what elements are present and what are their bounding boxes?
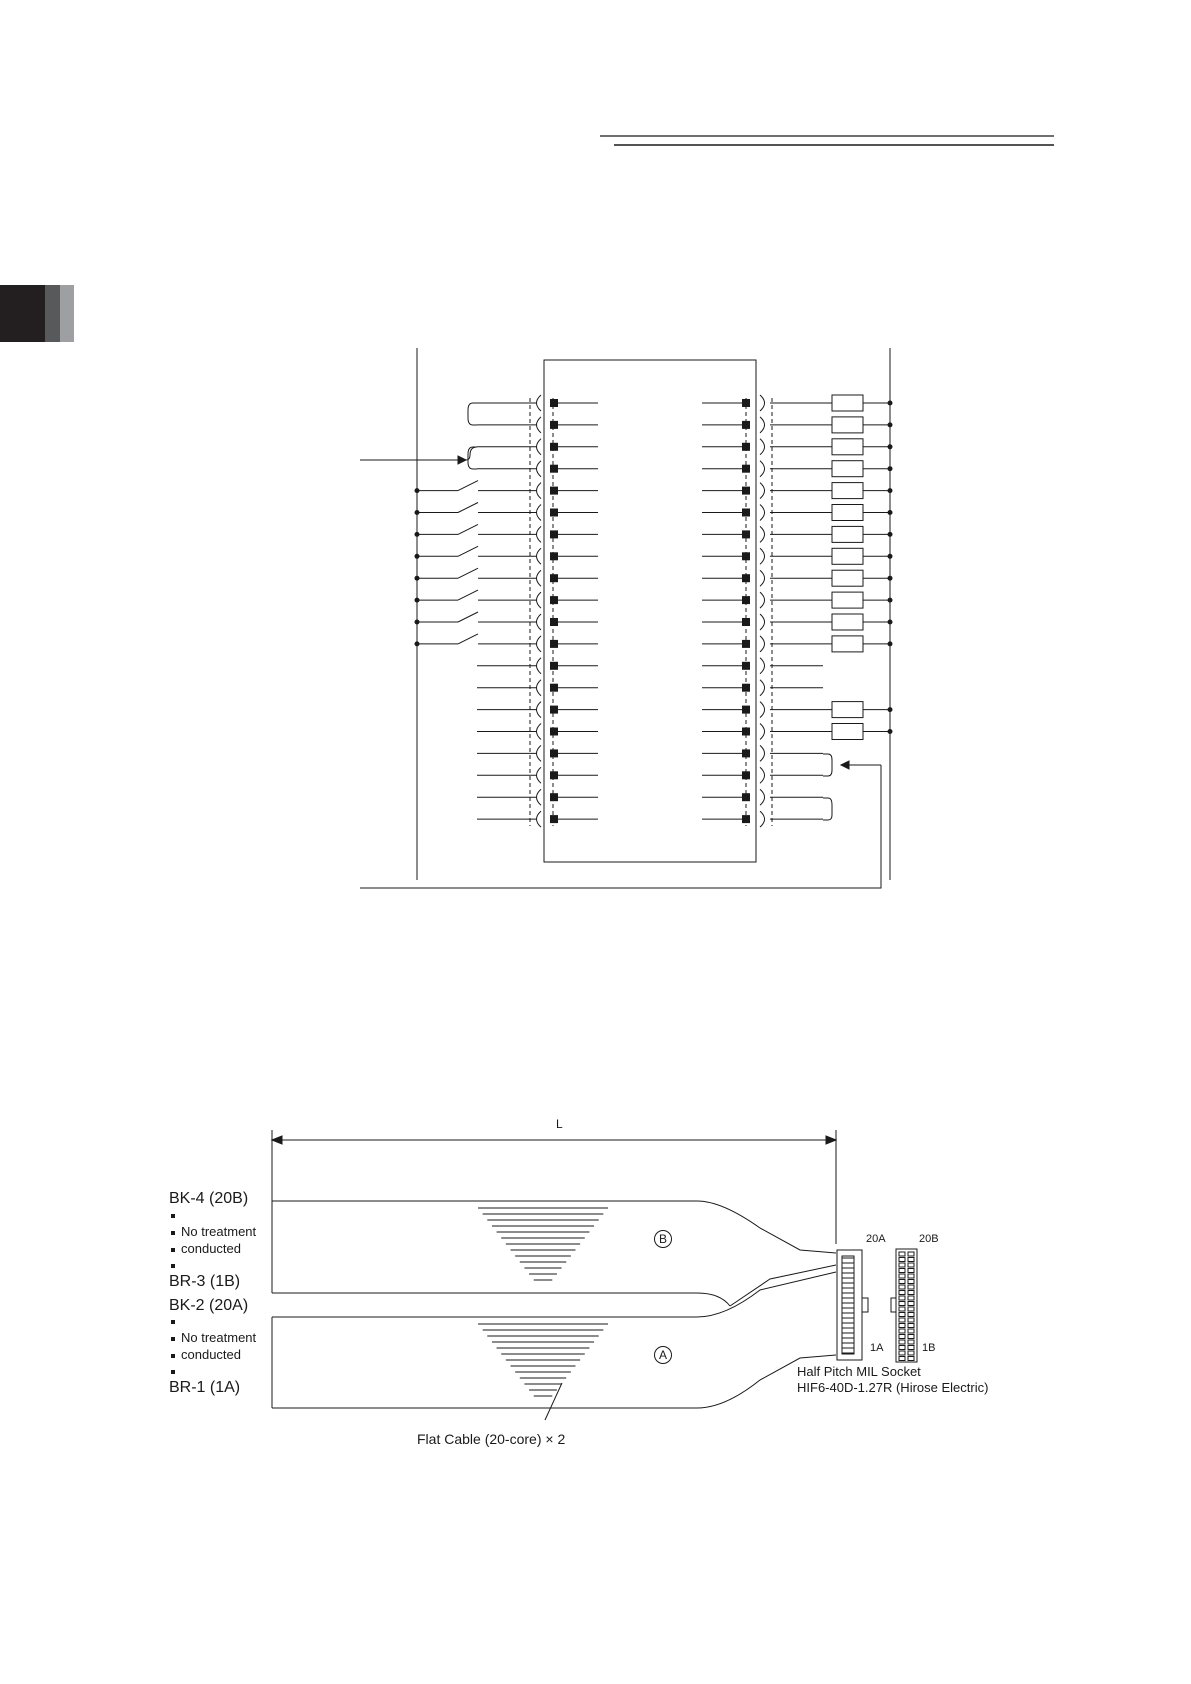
arrow-head-right-bracket bbox=[841, 761, 849, 769]
load-resistor bbox=[832, 505, 863, 521]
connector-socket-b bbox=[908, 1318, 914, 1322]
rail-junction-dot bbox=[888, 598, 892, 602]
connector-socket-a bbox=[899, 1263, 905, 1267]
right-pin-terminal bbox=[742, 530, 750, 538]
rail-junction-dot bbox=[888, 708, 892, 712]
label-no-treatment-b: No treatment bbox=[181, 1224, 257, 1239]
left-pin-socket bbox=[537, 745, 542, 761]
load-resistor bbox=[832, 636, 863, 652]
flat-cable-b-bottom bbox=[272, 1293, 730, 1306]
right-pin-socket bbox=[760, 461, 765, 477]
connector-socket-b bbox=[908, 1340, 914, 1344]
rail-junction-dot bbox=[888, 423, 892, 427]
switch-contact bbox=[458, 481, 478, 491]
connector-socket-b bbox=[908, 1280, 914, 1284]
connector-socket-a bbox=[899, 1346, 905, 1350]
connector-pin-row bbox=[842, 1256, 854, 1354]
right-pin-socket bbox=[760, 658, 765, 674]
rail-junction-dot bbox=[888, 401, 892, 405]
connector-socket-b bbox=[908, 1258, 914, 1262]
label-br1: BR-1 (1A) bbox=[169, 1379, 241, 1396]
left-pin-socket bbox=[537, 636, 542, 652]
label-no-treatment-a: No treatment bbox=[181, 1330, 257, 1345]
left-pin-socket bbox=[537, 614, 542, 630]
left-pin-socket bbox=[537, 439, 542, 455]
rail-junction-dot bbox=[888, 532, 892, 536]
left-pin-socket bbox=[537, 461, 542, 477]
bullet bbox=[171, 1231, 175, 1235]
connector-key bbox=[891, 1298, 896, 1312]
connector-latch bbox=[862, 1298, 868, 1312]
left-pin-terminal bbox=[550, 530, 558, 538]
dimension-label-l: L bbox=[556, 1117, 563, 1131]
connector-socket-b bbox=[908, 1335, 914, 1339]
pin-label-1a: 1A bbox=[870, 1342, 884, 1354]
label-conducted-b: conducted bbox=[181, 1241, 241, 1256]
load-resistor bbox=[832, 483, 863, 499]
load-resistor bbox=[832, 614, 863, 630]
right-pin-socket bbox=[760, 614, 765, 630]
connector-socket-a bbox=[899, 1329, 905, 1333]
dimension-arrow-left bbox=[272, 1136, 282, 1144]
right-pin-terminal bbox=[742, 618, 750, 626]
pin-label-20b: 20B bbox=[919, 1233, 939, 1245]
right-pin-socket bbox=[760, 526, 765, 542]
left-pin-terminal bbox=[550, 443, 558, 451]
right-pin-terminal bbox=[742, 749, 750, 757]
connector-socket-b bbox=[908, 1329, 914, 1333]
connector-socket-b bbox=[908, 1313, 914, 1317]
connector-socket-b bbox=[908, 1252, 914, 1256]
left-pin-terminal bbox=[550, 640, 558, 648]
bullet bbox=[171, 1370, 175, 1374]
wiring-schematic bbox=[360, 348, 892, 888]
rail-junction-dot bbox=[415, 620, 419, 624]
connector-socket-a bbox=[899, 1269, 905, 1273]
switch-contact bbox=[458, 503, 478, 513]
connector-socket-b bbox=[908, 1302, 914, 1306]
left-pin-socket bbox=[537, 658, 542, 674]
left-pin-terminal bbox=[550, 749, 558, 757]
connector-socket-a bbox=[899, 1324, 905, 1328]
pin-label-20a: 20A bbox=[866, 1233, 886, 1245]
right-pin-socket bbox=[760, 789, 765, 805]
io-unit-body bbox=[544, 360, 756, 862]
right-bracket-bottom bbox=[823, 798, 832, 820]
connector-socket-b bbox=[908, 1351, 914, 1355]
left-pin-socket bbox=[537, 505, 542, 521]
label-bk4: BK-4 (20B) bbox=[169, 1190, 249, 1207]
connector-socket-a bbox=[899, 1252, 905, 1256]
rail-junction-dot bbox=[415, 598, 419, 602]
load-resistor bbox=[832, 439, 863, 455]
cable-b-marker: B bbox=[654, 1230, 672, 1248]
rail-junction-dot bbox=[888, 445, 892, 449]
connector-socket-a bbox=[899, 1302, 905, 1306]
right-pin-terminal bbox=[742, 421, 750, 429]
connector-socket-a bbox=[899, 1291, 905, 1295]
rail-junction-dot bbox=[888, 730, 892, 734]
rail-junction-dot bbox=[888, 554, 892, 558]
right-pin-socket bbox=[760, 680, 765, 696]
right-bracket-mid bbox=[823, 754, 832, 776]
load-resistor bbox=[832, 395, 863, 411]
right-pin-socket bbox=[760, 592, 765, 608]
right-pin-terminal bbox=[742, 487, 750, 495]
label-flat-cable: Flat Cable (20-core) × 2 bbox=[417, 1431, 566, 1447]
left-pin-terminal bbox=[550, 487, 558, 495]
dimension-arrow-right bbox=[826, 1136, 836, 1144]
right-pin-socket bbox=[760, 724, 765, 740]
connector-socket-a bbox=[899, 1274, 905, 1278]
left-pin-socket bbox=[537, 483, 542, 499]
label-br3: BR-3 (1B) bbox=[169, 1273, 241, 1290]
switch-contact bbox=[458, 634, 478, 644]
left-pin-socket bbox=[537, 724, 542, 740]
right-pin-socket bbox=[760, 570, 765, 586]
rail-junction-dot bbox=[415, 532, 419, 536]
connector-socket-a bbox=[899, 1258, 905, 1262]
label-conducted-a: conducted bbox=[181, 1347, 241, 1362]
connector-socket-b bbox=[908, 1263, 914, 1267]
connector-socket-b bbox=[908, 1291, 914, 1295]
left-pin-terminal bbox=[550, 399, 558, 407]
left-pin-terminal bbox=[550, 465, 558, 473]
switch-contact bbox=[458, 568, 478, 578]
left-pin-socket bbox=[537, 680, 542, 696]
input-arrow-head bbox=[458, 456, 466, 464]
label-socket-line1: Half Pitch MIL Socket bbox=[797, 1364, 921, 1379]
switch-contact bbox=[458, 590, 478, 600]
connector-socket-b bbox=[908, 1274, 914, 1278]
right-pin-terminal bbox=[742, 684, 750, 692]
right-pin-socket bbox=[760, 745, 765, 761]
right-pin-terminal bbox=[742, 815, 750, 823]
right-pin-terminal bbox=[742, 640, 750, 648]
switch-contact bbox=[458, 546, 478, 556]
load-resistor bbox=[832, 724, 863, 740]
right-pin-terminal bbox=[742, 552, 750, 560]
connector-socket-a bbox=[899, 1351, 905, 1355]
label-bk2: BK-2 (20A) bbox=[169, 1297, 249, 1314]
right-pin-socket bbox=[760, 767, 765, 783]
right-pin-terminal bbox=[742, 443, 750, 451]
flat-cable-leader bbox=[545, 1383, 562, 1420]
rail-junction-dot bbox=[415, 642, 419, 646]
flat-cable-b-top bbox=[272, 1201, 836, 1253]
left-pin-terminal bbox=[550, 684, 558, 692]
rail-junction-dot bbox=[415, 489, 419, 493]
bullet bbox=[171, 1214, 175, 1218]
connector-socket-a bbox=[899, 1307, 905, 1311]
right-pin-terminal bbox=[742, 728, 750, 736]
connector-socket-a bbox=[899, 1313, 905, 1317]
bullet bbox=[171, 1354, 175, 1358]
rail-junction-dot bbox=[415, 511, 419, 515]
left-pin-socket bbox=[537, 789, 542, 805]
load-resistor bbox=[832, 417, 863, 433]
right-pin-socket bbox=[760, 417, 765, 433]
switch-contact bbox=[458, 524, 478, 534]
right-pin-terminal bbox=[742, 793, 750, 801]
left-pin-socket bbox=[537, 395, 542, 411]
left-pin-socket bbox=[537, 811, 542, 827]
left-bracket-top bbox=[468, 403, 477, 425]
right-pin-terminal bbox=[742, 662, 750, 670]
connector-socket-a bbox=[899, 1280, 905, 1284]
rail-junction-dot bbox=[888, 620, 892, 624]
left-pin-socket bbox=[537, 592, 542, 608]
right-pin-socket bbox=[760, 483, 765, 499]
flat-cable-a-top bbox=[272, 1272, 836, 1317]
right-pin-socket bbox=[760, 811, 765, 827]
left-pin-terminal bbox=[550, 771, 558, 779]
rail-junction-dot bbox=[415, 554, 419, 558]
connector-socket-b bbox=[908, 1296, 914, 1300]
connector-socket-b bbox=[908, 1324, 914, 1328]
bottom-signal-line bbox=[360, 765, 881, 888]
left-pin-terminal bbox=[550, 815, 558, 823]
connector-socket-a bbox=[899, 1318, 905, 1322]
rail-junction-dot bbox=[888, 511, 892, 515]
bullet bbox=[171, 1248, 175, 1252]
load-resistor bbox=[832, 548, 863, 564]
bullet bbox=[171, 1264, 175, 1268]
left-pin-terminal bbox=[550, 618, 558, 626]
left-pin-socket bbox=[537, 767, 542, 783]
left-pin-socket bbox=[537, 570, 542, 586]
load-resistor bbox=[832, 461, 863, 477]
left-pin-terminal bbox=[550, 509, 558, 517]
left-pin-terminal bbox=[550, 662, 558, 670]
right-pin-socket bbox=[760, 439, 765, 455]
connector-socket-a bbox=[899, 1340, 905, 1344]
left-pin-terminal bbox=[550, 552, 558, 560]
rail-junction-dot bbox=[888, 489, 892, 493]
connector-socket-b bbox=[908, 1269, 914, 1273]
right-pin-socket bbox=[760, 548, 765, 564]
bullet bbox=[171, 1337, 175, 1341]
left-pin-socket bbox=[537, 526, 542, 542]
right-pin-terminal bbox=[742, 574, 750, 582]
left-pin-socket bbox=[537, 548, 542, 564]
cable-a-marker: A bbox=[654, 1346, 672, 1364]
connector-socket-a bbox=[899, 1335, 905, 1339]
left-pin-terminal bbox=[550, 596, 558, 604]
right-pin-socket bbox=[760, 636, 765, 652]
connector-socket-a bbox=[899, 1296, 905, 1300]
connector-socket-a bbox=[899, 1357, 905, 1361]
right-pin-terminal bbox=[742, 771, 750, 779]
right-pin-socket bbox=[760, 395, 765, 411]
load-resistor bbox=[832, 592, 863, 608]
right-pin-terminal bbox=[742, 509, 750, 517]
right-pin-terminal bbox=[742, 465, 750, 473]
switch-contact bbox=[458, 612, 478, 622]
connector-socket-a bbox=[899, 1285, 905, 1289]
bullet bbox=[171, 1320, 175, 1324]
load-resistor bbox=[832, 570, 863, 586]
left-pin-terminal bbox=[550, 793, 558, 801]
load-resistor bbox=[832, 526, 863, 542]
rail-junction-dot bbox=[888, 642, 892, 646]
connector-socket-b bbox=[908, 1285, 914, 1289]
left-pin-terminal bbox=[550, 574, 558, 582]
right-pin-terminal bbox=[742, 596, 750, 604]
left-pin-terminal bbox=[550, 706, 558, 714]
pin-label-1b: 1B bbox=[922, 1342, 936, 1354]
right-pin-terminal bbox=[742, 706, 750, 714]
rail-junction-dot bbox=[888, 467, 892, 471]
left-pin-socket bbox=[537, 702, 542, 718]
connector-socket-b bbox=[908, 1307, 914, 1311]
right-pin-socket bbox=[760, 505, 765, 521]
left-pin-terminal bbox=[550, 728, 558, 736]
connector-socket-b bbox=[908, 1357, 914, 1361]
right-pin-socket bbox=[760, 702, 765, 718]
load-resistor bbox=[832, 702, 863, 718]
left-pin-terminal bbox=[550, 421, 558, 429]
rail-junction-dot bbox=[415, 576, 419, 580]
rail-junction-dot bbox=[888, 576, 892, 580]
label-socket-line2: HIF6-40D-1.27R (Hirose Electric) bbox=[797, 1380, 989, 1395]
right-pin-terminal bbox=[742, 399, 750, 407]
connector-socket-b bbox=[908, 1346, 914, 1350]
left-pin-socket bbox=[537, 417, 542, 433]
